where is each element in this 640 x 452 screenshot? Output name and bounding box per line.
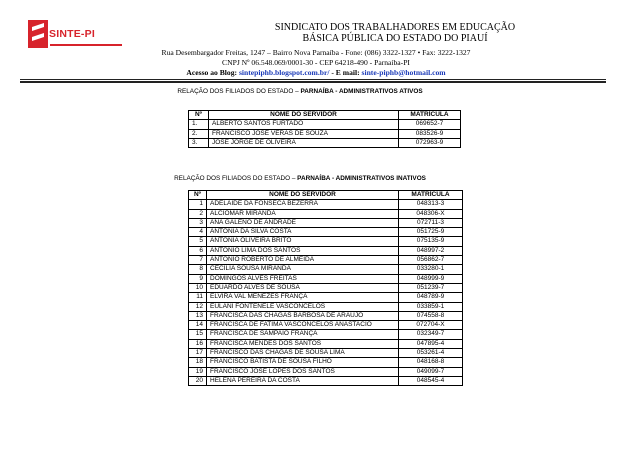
row-number: 16 [189,339,207,348]
row-matricula: 048313-3 [399,200,463,209]
col-header-number: Nº [189,191,207,200]
table-row [189,228,463,237]
table-row [189,120,461,129]
table-row [189,200,463,209]
address-line1: Rua Desembargador Freitas, 1247 – Bairro Nova Parnaíba - Fone: (086) 3322-1327 • Fax: 3222-1327 [161,48,471,57]
row-number: 3 [189,218,207,227]
table-row [189,330,463,339]
contact-line [146,68,486,77]
table-row [189,209,463,218]
row-number: 17 [189,349,207,358]
row-name: ANTONIA OLIVEIRA BRITO [207,237,399,246]
row-name: FRANCISCO BATISTA DE SOUSA FILHO [207,358,399,367]
row-matricula: 051239-7 [399,283,463,292]
row-number: 3. [189,138,209,147]
row-matricula: 048306-X [399,209,463,218]
row-name: ELVIRA VAL MENEZES FRANÇA [207,293,399,302]
table-row [189,376,463,385]
section-title-prefix: RELAÇÃO DOS FILIADOS DO ESTADO – [174,175,298,182]
row-number: 19 [189,367,207,376]
row-number: 13 [189,311,207,320]
table-row [189,349,463,358]
row-number: 18 [189,358,207,367]
table-row [189,256,463,265]
row-name: FRANCISCA MENDES DOS SANTOS [207,339,399,348]
row-name: ALCIOMAR MIRANDA [207,209,399,218]
row-name: FRANCISCA DE FATIMA VASCONCELOS ANASTACIO [207,321,399,330]
row-number: 2. [189,129,209,138]
blog-link[interactable]: sintepiphb.blogspot.com.br/ [238,68,330,77]
logo-underline [50,44,122,46]
row-matricula: 072711-3 [399,218,463,227]
row-name: FRANCISCO JOSÉ VERAS DE SOUZA [209,129,399,138]
row-matricula: 083526-9 [399,129,461,138]
header-title-line2: BÁSICA PÚBLICA DO ESTADO DO PIAUÍ [302,33,488,44]
row-matricula: 047895-4 [399,339,463,348]
row-number: 6 [189,246,207,255]
row-matricula: 072963-9 [399,138,461,147]
sinte-pi-logo [28,20,120,50]
row-matricula: 051725-9 [399,228,463,237]
row-name: ALBERTO SANTOS FURTADO [209,120,399,129]
table-row [189,265,463,274]
row-matricula: 049099-7 [399,367,463,376]
table-row [189,246,463,255]
row-name: HELENA PEREIRA DA COSTA [207,376,399,385]
row-number: 1. [189,120,209,129]
section-title-bold: PARNAÍBA - ADMINISTRATIVOS INATIVOS [297,175,426,182]
row-name: FRANCISCO DAS CHAGAS DE SOUSA LIMA [207,349,399,358]
row-name: ANA GALENO DE ANDRADE [207,218,399,227]
section-title-prefix: RELAÇÃO DOS FILIADOS DO ESTADO – [177,88,301,95]
row-number: 11 [189,293,207,302]
header-divider-thick [20,81,606,83]
row-name: CECILIA SOUSA MIRANDA [207,265,399,274]
row-name: ANTONIO ROBERTO DE ALMEIDA [207,256,399,265]
row-name: FRANCISCO JOSÉ LOPES DOS SANTOS [207,367,399,376]
col-header-number: Nº [189,111,209,120]
row-number: 14 [189,321,207,330]
logo-mark-icon [28,20,48,48]
row-number: 2 [189,209,207,218]
table-row [189,138,461,147]
email-label: - E mail: [329,68,362,77]
row-matricula: 048999-9 [399,274,463,283]
row-number: 1 [189,200,207,209]
row-number: 8 [189,265,207,274]
row-matricula: 069652-7 [399,120,461,129]
section-title-inativos [100,175,500,183]
row-matricula: 072704-X [399,321,463,330]
row-matricula: 048168-8 [399,358,463,367]
row-name: DOMINGOS ALVES FREITAS [207,274,399,283]
row-number: 12 [189,302,207,311]
table-row [189,274,463,283]
table-row [189,358,463,367]
row-number: 4 [189,228,207,237]
row-matricula: 033280-1 [399,265,463,274]
row-number: 5 [189,237,207,246]
col-header-matricula: MATRÍCULA [399,191,463,200]
table-row [189,311,463,320]
table-row [189,367,463,376]
row-number: 20 [189,376,207,385]
table-row [189,339,463,348]
row-matricula: 056862-7 [399,256,463,265]
header-title-line1: SINDICATO DOS TRABALHADORES EM EDUCAÇÃO [274,22,516,33]
row-name: JOSE JORGE DE OLIVEIRA [209,138,399,147]
address-line2: CNPJ Nº 06.548.069/0001-30 - CEP 64218-490 - Parnaíba-PI [222,58,410,67]
row-number: 15 [189,330,207,339]
table-row [189,283,463,292]
row-name: FRANCISCA DE SAMPAIO FRANÇA [207,330,399,339]
row-name: FRANCISCA DAS CHAGAS BARBOSA DE ARAÚJO [207,311,399,320]
table-inativos [188,190,463,386]
logo-text: SINTE-PI [49,28,95,40]
row-matricula: 074558-8 [399,311,463,320]
table-ativos [188,110,461,148]
row-name: EULANI FONTENELE VASCONCELOS [207,302,399,311]
email-link[interactable]: sinte-piphb@hotmail.com [361,68,446,77]
header-divider-thin [20,79,606,80]
table-row [189,237,463,246]
section-title-ativos [100,88,500,96]
row-matricula: 053261-4 [399,349,463,358]
blog-label: Acesso ao Blog: [186,68,239,77]
section-title-bold: PARNAÍBA - ADMINISTRATIVOS ATIVOS [300,88,423,95]
table-row [189,129,461,138]
col-header-matricula: MATRÍCULA [399,111,461,120]
row-matricula: 075135-9 [399,237,463,246]
table-row [189,321,463,330]
row-matricula: 033859-1 [399,302,463,311]
row-name: ANTONIA DA SILVA COSTA [207,228,399,237]
row-matricula: 048545-4 [399,376,463,385]
col-header-name: NOME DO SERVIDOR [209,111,399,120]
col-header-name: NOME DO SERVIDOR [207,191,399,200]
row-matricula: 048789-9 [399,293,463,302]
row-number: 9 [189,274,207,283]
table-row [189,302,463,311]
row-name: ANTONIO LIMA DOS SANTOS [207,246,399,255]
table-row [189,293,463,302]
table-row [189,218,463,227]
row-number: 7 [189,256,207,265]
row-number: 10 [189,283,207,292]
row-matricula: 048997-2 [399,246,463,255]
row-name: EDUARDO ALVES DE SOUSA [207,283,399,292]
row-matricula: 032349-7 [399,330,463,339]
row-name: ADELAIDE DA FONSECA BEZERRA [207,200,399,209]
